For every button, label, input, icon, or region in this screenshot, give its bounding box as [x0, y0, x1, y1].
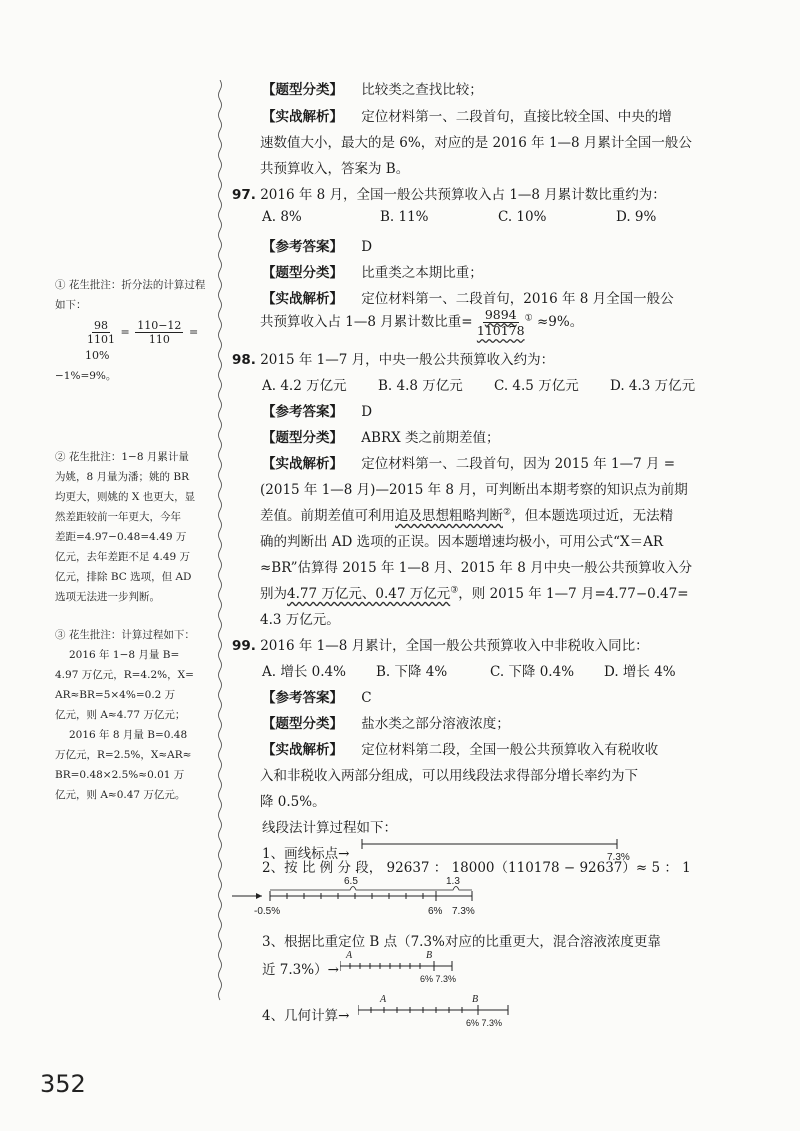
step2-label-m05: -0.5%	[254, 906, 281, 917]
type-tag: 【题型分类】	[262, 265, 343, 281]
step4-scale-label: 6% 7.3%	[466, 1018, 503, 1028]
note2-line: ② 花生批注：1−8 月累计量	[55, 451, 189, 463]
note2-line: 为姚，8 月量为潘；姚的 BR	[55, 471, 189, 483]
step-4-label: 4、几何计算→	[262, 1008, 350, 1024]
analysis-text: ≈BR”估算得 2015 年 1—8 月、2015 年 8 月中央一般公共预算收入分	[260, 560, 693, 576]
option-c: C. 10%	[498, 209, 547, 225]
analysis-text: 入和非税收入两部分组成，可以用线段法求得部分增长率约为下	[260, 768, 638, 784]
note1-tail: −1%=9%。	[55, 370, 117, 382]
answer-tag: 【参考答案】	[262, 690, 343, 706]
step-3-label: 3、根据比重定位 B 点（7.3%对应的比重更大，混合溶液浓度更靠	[262, 934, 661, 950]
analysis-text: (2015 年 1—8 月)—2015 年 8 月，可判断出本期考察的知识点为前期	[260, 482, 688, 498]
option-a: A. 4.2 万亿元	[262, 378, 347, 394]
page-number: 352	[40, 1070, 86, 1098]
analysis-text: 降 0.5%。	[260, 794, 326, 810]
analysis-text: ≈9%。	[536, 314, 584, 330]
note1-title: ① 花生批注：折分法的计算过程如下：	[55, 279, 206, 311]
note1-formula: $\frac{98}{1101}$ = $\frac{110-12}{110}$ = 10%	[85, 319, 199, 362]
analysis-tag: 【实战解析】	[262, 291, 343, 307]
q99-answer-line	[262, 686, 372, 706]
answer-tag: 【参考答案】	[262, 239, 343, 255]
q97-analysis-formula	[260, 307, 583, 338]
step-2-label: 2、按 比 例 分 段， 92637 ： 18000（110178 − 92637）≈ 5 ： 1	[262, 860, 691, 876]
note3-line: 2016 年 1−8 月量 B=	[69, 649, 180, 661]
option-b: B. 11%	[380, 209, 429, 225]
question-text: 2016 年 1—8 月累计，全国一般公共预算收入中非税收入同比：	[260, 638, 649, 654]
note2-line: 差距=4.97−0.48=4.49 万	[55, 531, 187, 543]
analysis-text: 定位材料第一、二段首句，2016 年 8 月全国一般公	[361, 291, 674, 307]
q97-stem	[232, 183, 666, 203]
analysis-text: 别为4.77 万亿元、0.47 万亿元③，则 2015 年 1—7 月=4.77−0.47=	[260, 585, 689, 602]
note2-line: 亿元，去年差距不足 4.49 万	[55, 551, 191, 563]
note3-line: 4.97 万亿元，R=4.2%，X=	[55, 669, 194, 681]
step2-number-line	[232, 874, 732, 924]
q98-analysis-line	[262, 452, 675, 472]
option-a: A. 8%	[262, 209, 302, 225]
step3-scale-label: 6% 7.3%	[420, 974, 457, 984]
step1-label-73: 7.3%	[607, 852, 630, 862]
type-text: 盐水类之部分溶液浓度；	[361, 716, 510, 732]
type-text: 比较类之查找比较；	[361, 82, 483, 98]
option-d: D. 增长 4%	[604, 664, 676, 680]
sidebar-note-1	[55, 275, 215, 386]
question-text: 2016 年 8 月，全国一般公共预算收入占 1—8 月累计数比重约为：	[260, 187, 666, 203]
q97-options	[262, 209, 656, 225]
q96-analysis-line	[262, 105, 672, 125]
question-number: 98.	[232, 352, 256, 368]
q96-type-line	[262, 78, 483, 98]
note3-line: BR=0.48×2.5%≈0.01 万	[55, 769, 185, 781]
step3-number-line	[340, 948, 520, 988]
footnote-ref: ③	[450, 585, 459, 596]
analysis-text: 共预算收入，答案为 B。	[260, 161, 410, 177]
q98-options	[262, 374, 695, 394]
step2-label-65: 6.5	[344, 876, 358, 887]
note3-line: 2016 年 8 月量 B=0.48	[69, 729, 188, 741]
point-a-label: A	[346, 950, 353, 961]
point-a-label: A	[380, 994, 387, 1005]
step-3-label-b: 近 7.3%）→	[262, 962, 339, 978]
q99-type-line	[262, 712, 510, 732]
type-tag: 【题型分类】	[262, 430, 343, 446]
note3-line: 亿元，则 A≈0.47 万亿元。	[55, 789, 186, 801]
step2-label-6: 6%	[428, 906, 443, 917]
footnote-ref: ①	[524, 313, 533, 324]
footnote-ref: ②	[503, 507, 512, 518]
q97-type-line	[262, 261, 483, 281]
analysis-tag: 【实战解析】	[262, 456, 343, 472]
sidebar-note-3	[55, 625, 215, 805]
answer-value: D	[361, 404, 373, 420]
q98-stem	[232, 348, 554, 368]
q97-analysis-line	[262, 287, 674, 307]
type-text: 比重类之本期比重；	[361, 265, 483, 281]
analysis-text: 共预算收入占 1—8 月累计数比重=	[260, 314, 473, 330]
sidebar-note-2	[55, 447, 215, 607]
analysis-text: 4.3 万亿元。	[260, 612, 340, 628]
note3-line: 亿元，则 A≈4.77 万亿元；	[55, 709, 186, 721]
note3-line: ③ 花生批注：计算过程如下：	[55, 629, 195, 641]
analysis-tag: 【实战解析】	[262, 742, 343, 758]
question-number: 99.	[232, 638, 256, 654]
option-c: C. 下降 0.4%	[490, 664, 575, 680]
analysis-text: 差值。前期差值可利用追及思想粗略判断②，但本题选项过近，无法精	[260, 507, 674, 524]
analysis-text: 确的判断出 AD 选项的正误。因本题增速均极小，可用公式“X＝AR	[260, 534, 664, 550]
answer-value: C	[361, 690, 372, 706]
type-text: ABRX 类之前期差值；	[361, 430, 500, 446]
note1-fraction-b: $\frac{110-12}{110}$	[137, 319, 182, 346]
ratio-fraction: $\frac{9894}{110178}$	[476, 307, 525, 338]
step-1-label: 1、画线标点→	[262, 846, 350, 862]
q99-options	[262, 660, 676, 680]
type-tag: 【题型分类】	[262, 716, 343, 732]
q99-analysis-line	[262, 738, 658, 758]
type-tag: 【题型分类】	[262, 82, 343, 98]
column-divider	[216, 80, 224, 1060]
note2-line: 亿元，排除 BC 选项，但 AD	[55, 571, 192, 583]
option-d: D. 9%	[616, 209, 657, 225]
q97-answer-line	[262, 235, 372, 255]
note2-line: 均更大，则姚的 X 也更大，显	[55, 491, 196, 503]
analysis-text: 定位材料第二段，全国一般公共预算收入有税收收	[361, 742, 659, 758]
option-c: C. 4.5 万亿元	[494, 378, 579, 394]
step2-label-73: 7.3%	[452, 906, 475, 917]
q98-answer-line	[262, 400, 372, 420]
q98-type-line	[262, 426, 500, 446]
option-d: D. 4.3 万亿元	[610, 378, 696, 394]
q99-stem	[232, 634, 649, 654]
option-a: A. 增长 0.4%	[262, 664, 346, 680]
step4-number-line	[358, 992, 558, 1032]
note2-line: 选项无法进一步判断。	[55, 591, 160, 603]
segment-method-title: 线段法计算过程如下：	[262, 820, 397, 836]
analysis-text: 定位材料第一、二段首句，直接比较全国、中央的增	[361, 109, 672, 125]
point-b-label: B	[426, 950, 433, 961]
note3-line: 万亿元，R=2.5%，X≈AR≈	[55, 749, 192, 761]
answer-value: D	[361, 239, 373, 255]
question-text: 2015 年 1—7 月，中央一般公共预算收入约为：	[260, 352, 555, 368]
option-b: B. 4.8 万亿元	[378, 378, 463, 394]
underlined-term: 追及思想粗略判断	[395, 508, 503, 524]
analysis-text: 速数值大小，最大的是 6%，对应的是 2016 年 1—8 月累计全国一般公	[260, 135, 692, 151]
answer-tag: 【参考答案】	[262, 404, 343, 420]
note1-fraction-a: $\frac{98}{1101}$	[87, 319, 115, 346]
note2-line: 然差距较前一年更大，今年	[55, 511, 181, 523]
question-number: 97.	[232, 187, 256, 203]
underlined-term: 4.77 万亿元、0.47 万亿元	[287, 586, 451, 602]
analysis-tag: 【实战解析】	[262, 109, 343, 125]
step2-label-13: 1.3	[446, 876, 460, 887]
point-b-label: B	[472, 994, 479, 1005]
note3-line: AR≈BR=5×4%=0.2 万	[55, 689, 176, 701]
analysis-text: 定位材料第一、二段首句，因为 2015 年 1—7 月 =	[361, 456, 676, 472]
option-b: B. 下降 4%	[376, 664, 448, 680]
